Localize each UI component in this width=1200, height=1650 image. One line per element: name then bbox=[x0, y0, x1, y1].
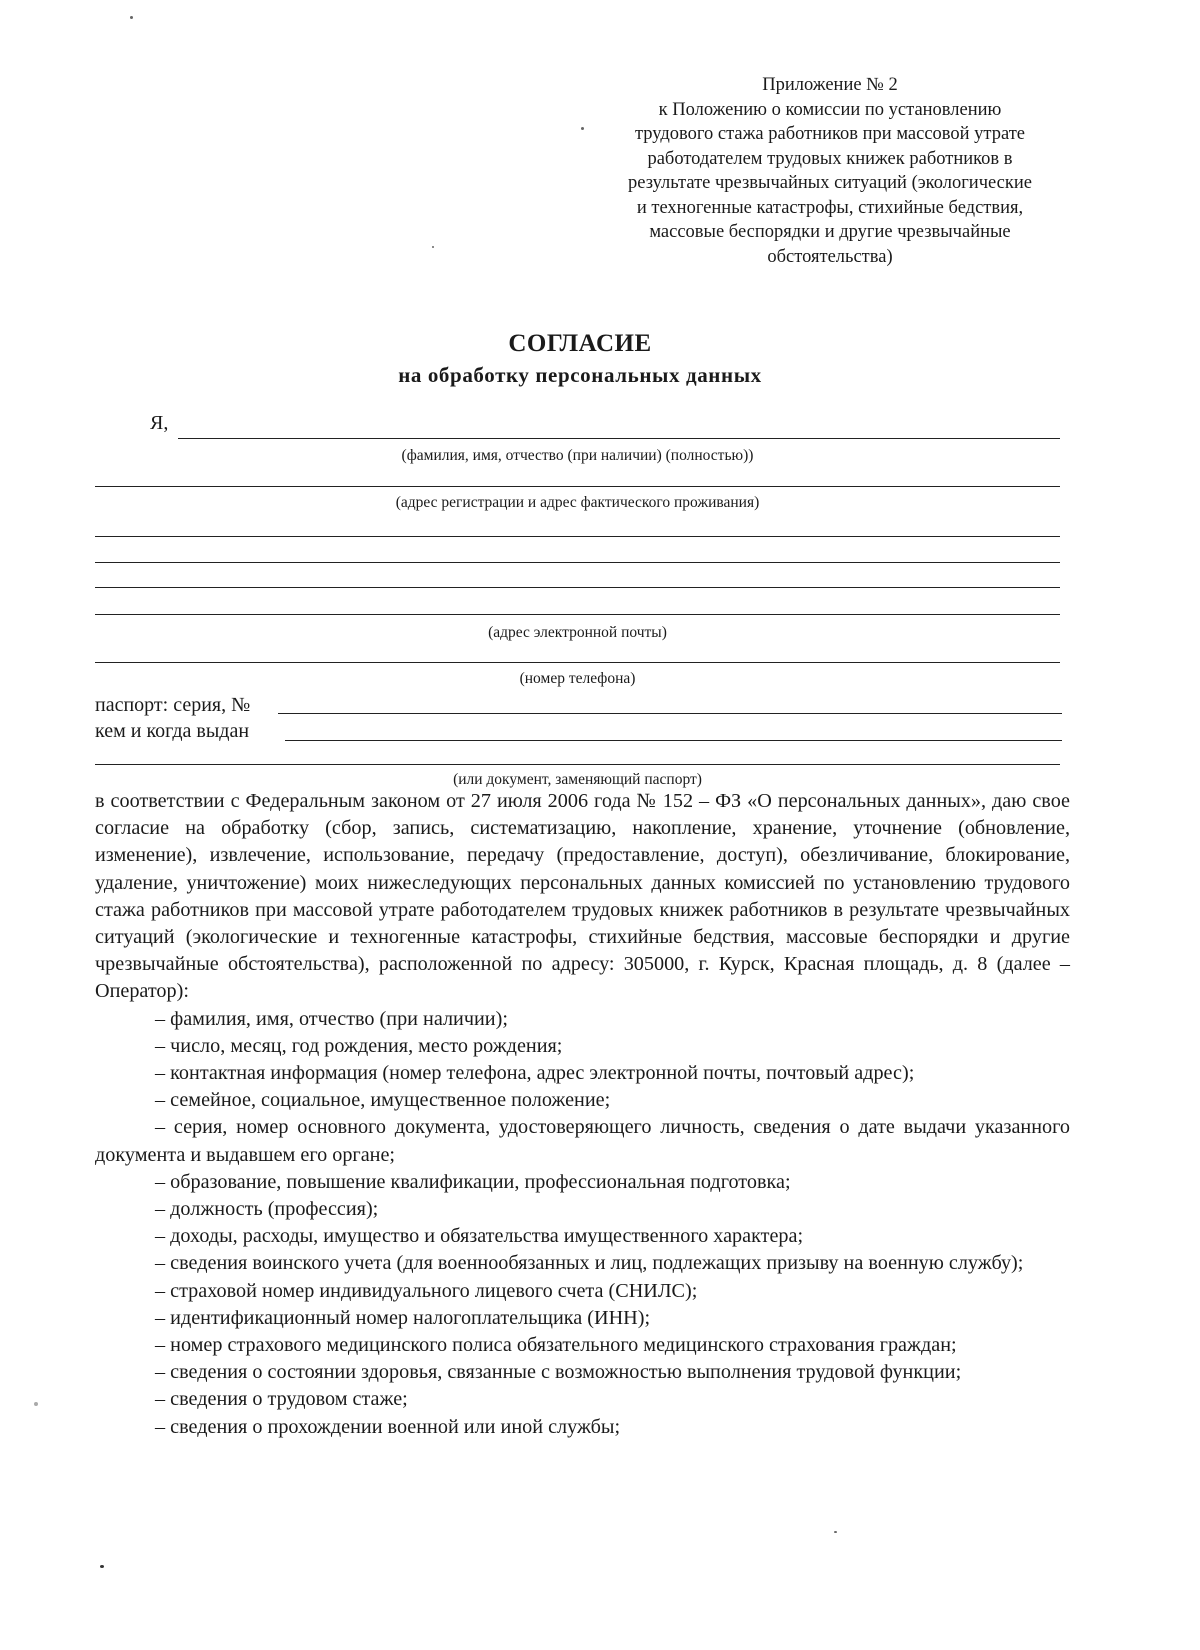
appendix-line: результате чрезвычайных ситуаций (экологические bbox=[628, 173, 1032, 193]
consent-body bbox=[95, 788, 1070, 1441]
blank-line[interactable] bbox=[95, 536, 1060, 537]
scan-speck bbox=[432, 246, 434, 248]
document-line[interactable] bbox=[95, 764, 1060, 765]
data-item: – страховой номер индивидуального лицевого счета (СНИЛС); bbox=[155, 1279, 698, 1302]
email-line[interactable] bbox=[95, 614, 1060, 615]
scan-speck bbox=[34, 1402, 38, 1406]
phone-caption: (номер телефона) bbox=[519, 670, 636, 687]
data-item: – сведения о прохождении военной или иной службы; bbox=[155, 1415, 621, 1438]
data-item: – семейное, социальное, имущественное положение; bbox=[155, 1089, 611, 1112]
email-caption: (адрес электронной почты) bbox=[488, 624, 667, 641]
scan-speck bbox=[130, 16, 133, 19]
data-item: – сведения о состоянии здоровья, связанные с возможностью выполнения трудовой функции; bbox=[155, 1361, 962, 1384]
data-item: – доходы, расходы, имущество и обязательства имущественного характера; bbox=[155, 1225, 804, 1248]
data-item: – сведения воинского учета (для военнообязанных и лиц, подлежащих призыву на военную службу); bbox=[155, 1252, 1024, 1275]
phone-line[interactable] bbox=[95, 662, 1060, 663]
appendix-line: массовые беспорядки и другие чрезвычайные bbox=[649, 222, 1011, 242]
data-item: – образование, повышение квалификации, профессиональная подготовка; bbox=[155, 1170, 791, 1193]
issued-line[interactable] bbox=[285, 740, 1062, 741]
i-label: Я, bbox=[150, 412, 169, 434]
data-item: – контактная информация (номер телефона, адрес электронной почты, почтовый адрес); bbox=[155, 1062, 915, 1085]
address-line[interactable] bbox=[95, 486, 1060, 487]
scan-speck bbox=[834, 1531, 837, 1533]
appendix-line: трудового стажа работников при массовой утрате bbox=[634, 124, 1026, 144]
address-caption: (адрес регистрации и адрес фактического проживания) bbox=[395, 494, 760, 511]
passport-label: паспорт: серия, № bbox=[95, 694, 251, 716]
data-item: – число, месяц, год рождения, место рождения; bbox=[155, 1034, 563, 1057]
fio-line[interactable] bbox=[178, 438, 1060, 439]
blank-line[interactable] bbox=[95, 562, 1060, 563]
document-subtitle: на обработку персональных данных bbox=[398, 363, 762, 387]
issued-label: кем и когда выдан bbox=[95, 720, 250, 742]
consent-intro: в соответствии с Федеральным законом от 27 июля 2006 года № 152 – ФЗ «О персональных данных», даю свое согласие на обработку (сбор, запись, систематизацию, накопление, хранение, уточнение (обновление, изменение), извлечение, использование, передачу (предоставление, доступ), обезличивание, блокирование, удаление, уничтожение) моих нижеследующих персональных данных комиссией по установлению трудового стажа работников при массовой утрате работодателем трудовых книжек работников в результате чрезвычайных ситуаций (экологические и техногенные катастрофы, стихийные бедствия, массовые беспорядки и другие чрезвычайные обстоятельства), расположенной по адресу: 305000, г. Курск, Красная площадь, д. 8 (далее – Оператор): bbox=[95, 790, 1070, 1003]
appendix-line: Приложение № 2 bbox=[762, 75, 898, 95]
appendix-line: и техногенные катастрофы, стихийные бедствия, bbox=[636, 197, 1024, 218]
data-item: – серия, номер основного документа, удостоверяющего личность, сведения о дате выдачи указанного документа и выдавшем его органе; bbox=[95, 1116, 1070, 1166]
data-item: – должность (профессия); bbox=[155, 1198, 379, 1221]
scan-speck bbox=[100, 1565, 104, 1568]
scan-speck bbox=[581, 127, 584, 130]
passport-line[interactable] bbox=[278, 713, 1062, 714]
data-item: – номер страхового медицинского полиса обязательного медицинского страхования граждан; bbox=[155, 1334, 957, 1357]
appendix-line: к Положению о комиссии по установлению bbox=[658, 99, 1002, 120]
document-caption: (или документ, заменяющий паспорт) bbox=[453, 771, 702, 788]
appendix-line: работодателем трудовых книжек работников в bbox=[647, 148, 1013, 169]
document-title: СОГЛАСИЕ bbox=[508, 330, 652, 357]
data-item: – идентификационный номер налогоплательщика (ИНН); bbox=[155, 1306, 651, 1329]
appendix-header bbox=[585, 73, 1075, 269]
data-item: – фамилия, имя, отчество (при наличии); bbox=[155, 1007, 508, 1030]
appendix-line: обстоятельства) bbox=[767, 246, 893, 267]
data-item: – сведения о трудовом стаже; bbox=[155, 1388, 408, 1411]
fio-caption: (фамилия, имя, отчество (при наличии) (полностью)) bbox=[401, 447, 754, 464]
blank-line[interactable] bbox=[95, 587, 1060, 588]
